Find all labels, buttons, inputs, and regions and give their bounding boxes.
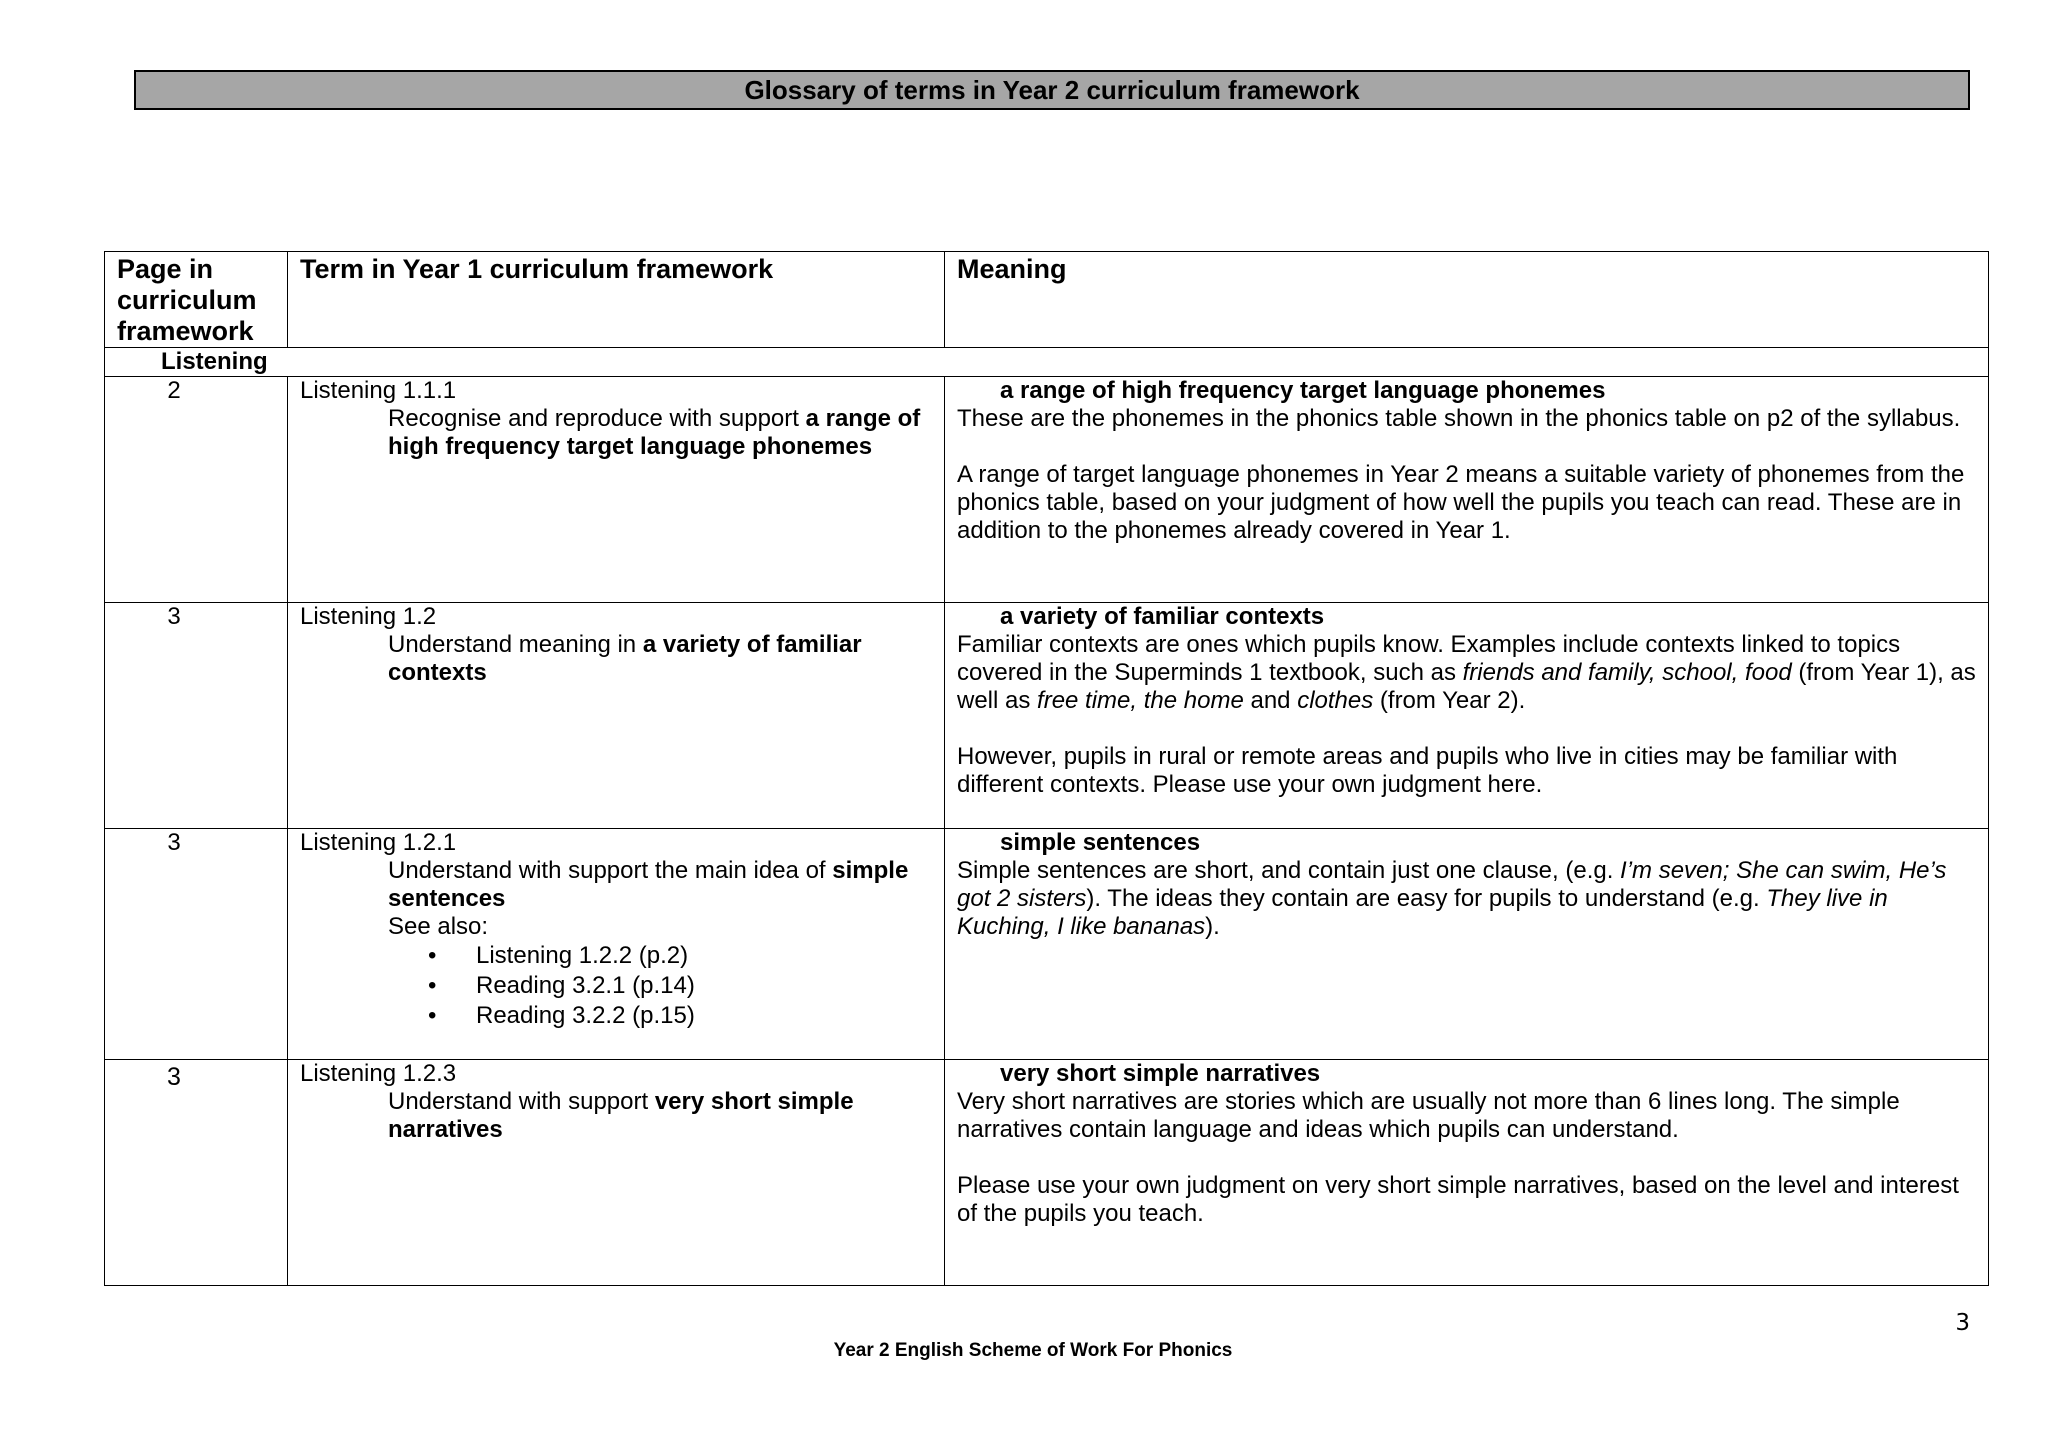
page-footer bbox=[0, 1340, 2048, 1362]
meaning-example: friends and family, school, food bbox=[1462, 659, 1792, 686]
table-row bbox=[105, 829, 1989, 1060]
table-header-row bbox=[105, 252, 1989, 348]
bullet-icon: • bbox=[428, 972, 437, 999]
term-description bbox=[300, 1088, 932, 1144]
term-text: Understand with support the main idea of bbox=[388, 857, 833, 884]
term-cell bbox=[288, 829, 945, 1060]
table-row bbox=[105, 1060, 1989, 1286]
term-code: Listening 1.2 bbox=[300, 603, 437, 630]
page-cell: 3 bbox=[105, 829, 288, 1060]
meaning-example: They live in Kuching, I like bananas bbox=[957, 885, 1888, 940]
table-row bbox=[105, 377, 1989, 603]
meaning-cell bbox=[945, 1060, 1989, 1286]
meaning-example: free time, the home bbox=[1037, 687, 1244, 714]
term-keyword: a range of high frequency target language phonemes bbox=[388, 405, 921, 460]
meaning-text: Very short narratives are stories which are usually not more than 6 lines long. The simple narratives contain language and ideas which pupils can understand. bbox=[957, 1088, 1900, 1143]
term-code: Listening 1.2.1 bbox=[300, 829, 457, 856]
meaning-paragraph bbox=[957, 743, 1976, 799]
meaning-text: (from Year 1), as well as bbox=[957, 659, 1976, 714]
meaning-paragraph bbox=[957, 631, 1976, 715]
term-text: Understand with support bbox=[388, 1088, 655, 1115]
meaning-paragraph bbox=[957, 1172, 1976, 1228]
meaning-cell bbox=[945, 377, 1989, 603]
meaning-text: However, pupils in rural or remote areas and pupils who live in cities may be familiar with different contexts. Please use your own judgment here. bbox=[957, 743, 1898, 798]
paragraph-gap bbox=[957, 1144, 1976, 1172]
page-cell: 2 bbox=[105, 377, 288, 603]
header-term: Term in Year 1 curriculum framework bbox=[288, 252, 945, 348]
meaning-text: Familiar contexts are ones which pupils know. Examples include contexts linked to topics covered in the Superminds 1 textbook, such as bbox=[957, 631, 1901, 686]
term-cell bbox=[288, 603, 945, 829]
meaning-example: clothes bbox=[1297, 687, 1374, 714]
meaning-cell bbox=[945, 829, 1989, 1060]
glossary-table bbox=[104, 251, 1989, 1286]
meaning-text: A range of target language phonemes in Year 2 means a suitable variety of phonemes from the phonics table, based on your judgment of how well the pupils you teach can read. These are in addition to the phonemes already covered in Year 1. bbox=[957, 461, 1965, 544]
page-number: 3 bbox=[1955, 1310, 1970, 1336]
meaning-keyword: simple sentences bbox=[1000, 829, 1201, 856]
paragraph-gap bbox=[957, 715, 1976, 743]
meaning-paragraph bbox=[957, 461, 1976, 545]
see-also-list bbox=[388, 941, 932, 1031]
see-also-text: Reading 3.2.1 (p.14) bbox=[476, 972, 695, 999]
term-text: Recognise and reproduce with support bbox=[388, 405, 806, 432]
meaning-example: I’m seven; She can swim, He’s got 2 sisters bbox=[957, 857, 1947, 912]
meaning-keyword: a range of high frequency target language phonemes bbox=[1000, 377, 1606, 404]
header-page: Page in curriculum framework bbox=[105, 252, 288, 348]
meaning-paragraph bbox=[957, 405, 1976, 433]
term-text: Understand meaning in bbox=[388, 631, 643, 658]
section-label: Listening bbox=[105, 348, 1989, 377]
see-also-item bbox=[428, 971, 932, 1001]
term-code: Listening 1.1.1 bbox=[300, 377, 457, 404]
table-row bbox=[105, 603, 1989, 829]
meaning-text: and bbox=[1243, 687, 1298, 714]
footer-text: Year 2 English Scheme of Work For Phonics bbox=[833, 1340, 1233, 1361]
meaning-text: ). The ideas they contain are easy for pupils to understand (e.g. bbox=[1086, 885, 1767, 912]
term-keyword: very short simple narratives bbox=[388, 1088, 854, 1143]
see-also-item bbox=[428, 941, 932, 971]
meaning-paragraph bbox=[957, 1088, 1976, 1144]
meaning-keyword: a variety of familiar contexts bbox=[1000, 603, 1325, 630]
term-description bbox=[300, 857, 932, 913]
term-keyword: a variety of familiar contexts bbox=[388, 631, 862, 686]
meaning-paragraph bbox=[957, 857, 1976, 941]
paragraph-gap bbox=[957, 433, 1976, 461]
see-also-text: Listening 1.2.2 (p.2) bbox=[476, 942, 689, 969]
document-title: Glossary of terms in Year 2 curriculum framework bbox=[134, 70, 1970, 110]
meaning-cell bbox=[945, 603, 1989, 829]
term-description bbox=[300, 405, 932, 461]
term-keyword: simple sentences bbox=[388, 857, 909, 912]
meaning-text: ). bbox=[1205, 913, 1220, 940]
meaning-text: These are the phonemes in the phonics table shown in the phonics table on p2 of the syllabus. bbox=[957, 405, 1961, 432]
section-row bbox=[105, 348, 1989, 377]
bullet-icon: • bbox=[428, 1002, 437, 1029]
page-cell: 3 bbox=[105, 603, 288, 829]
meaning-keyword: very short simple narratives bbox=[1000, 1060, 1321, 1087]
meaning-text: (from Year 2). bbox=[1373, 687, 1526, 714]
see-also-label: See also: bbox=[388, 913, 489, 940]
meaning-text: Simple sentences are short, and contain just one clause, (e.g. bbox=[957, 857, 1621, 884]
page-cell: 3 bbox=[105, 1060, 288, 1286]
header-meaning: Meaning bbox=[945, 252, 1989, 348]
bullet-icon: • bbox=[428, 942, 437, 969]
term-code: Listening 1.2.3 bbox=[300, 1060, 457, 1087]
see-also-item bbox=[428, 1001, 932, 1031]
term-cell bbox=[288, 1060, 945, 1286]
term-description bbox=[300, 631, 932, 687]
term-cell bbox=[288, 377, 945, 603]
meaning-text: Please use your own judgment on very short simple narratives, based on the level and interest of the pupils you teach. bbox=[957, 1172, 1959, 1227]
see-also-text: Reading 3.2.2 (p.15) bbox=[476, 1002, 695, 1029]
